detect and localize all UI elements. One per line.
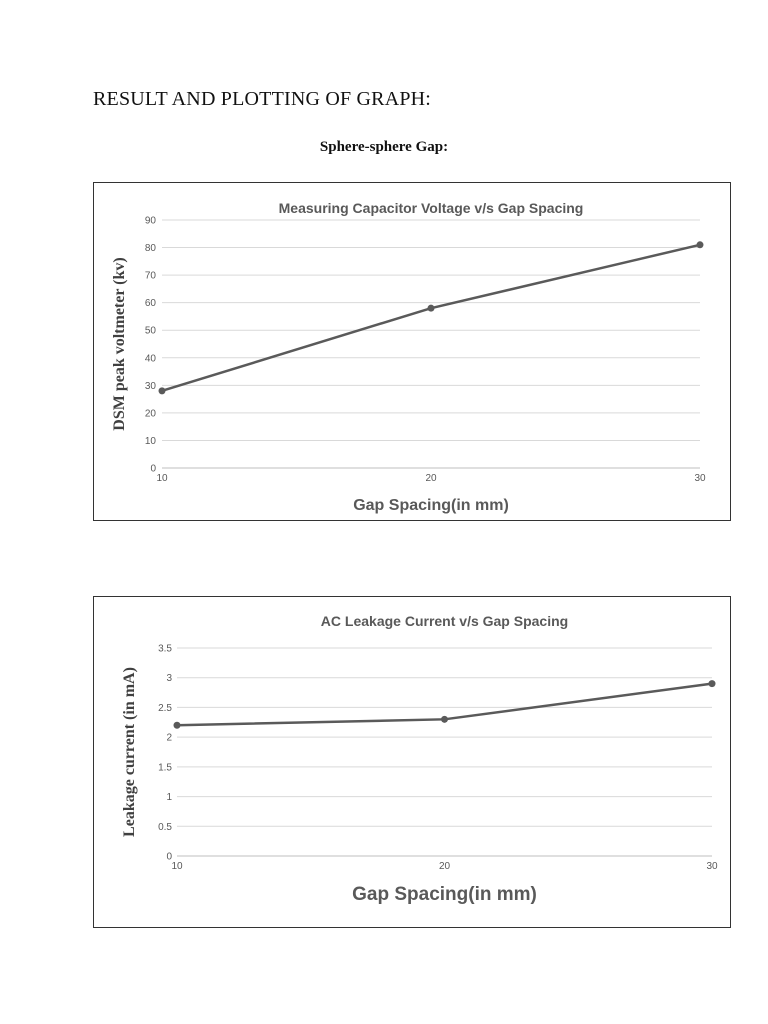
voltage-x-axis-label: Gap Spacing(in mm): [353, 497, 509, 514]
voltage-ytick-label: 0: [150, 463, 156, 475]
leakage-ytick-label: 0: [166, 851, 172, 863]
leakage-ytick-label: 1: [166, 792, 172, 804]
voltage-xtick-label: 20: [425, 473, 437, 484]
page-subheading: Sphere-sphere Gap:: [319, 139, 449, 155]
leakage-xtick-label: 30: [706, 861, 718, 872]
voltage-data-point: [159, 387, 166, 394]
leakage-ytick-label: 1.5: [158, 762, 172, 774]
voltage-ytick-label: 80: [144, 243, 156, 255]
leakage-data-point: [709, 680, 716, 687]
voltage-ytick-label: 90: [144, 215, 156, 227]
voltage-chart-title: Measuring Capacitor Voltage v/s Gap Spacing: [278, 200, 584, 216]
leakage-chart-svg: [94, 597, 730, 927]
voltage-ytick-label: 50: [144, 325, 156, 337]
leakage-xtick-label: 20: [438, 861, 451, 872]
voltage-xtick-label: 10: [156, 473, 168, 484]
leakage-data-point: [174, 722, 181, 729]
leakage-y-axis-label: Leakage current (in mA): [121, 667, 138, 837]
voltage-data-point: [428, 305, 435, 312]
leakage-data-point: [441, 716, 448, 723]
leakage-ytick-label: 0.5: [158, 821, 172, 833]
voltage-ytick-label: 60: [144, 298, 156, 310]
leakage-xtick-label: 10: [171, 861, 183, 872]
voltage-series-line: [162, 245, 700, 391]
voltage-ytick-label: 40: [144, 353, 156, 365]
leakage-ytick-label: 2.5: [158, 702, 172, 714]
leakage-ytick-label: 3.5: [158, 643, 172, 655]
voltage-data-point: [697, 241, 704, 248]
leakage-chart-title: AC Leakage Current v/s Gap Spacing: [320, 613, 569, 629]
leakage-ytick-label: 2: [166, 732, 172, 744]
leakage-x-axis-label: Gap Spacing(in mm): [352, 884, 537, 905]
leakage-chart: [93, 596, 731, 928]
voltage-chart: [93, 182, 731, 521]
voltage-ytick-label: 20: [144, 408, 156, 420]
voltage-ytick-label: 10: [144, 435, 156, 447]
voltage-chart-svg: [94, 183, 730, 520]
page-heading: RESULT AND PLOTTING OF GRAPH:: [93, 88, 432, 110]
voltage-ytick-label: 30: [144, 380, 156, 392]
voltage-ytick-label: 70: [144, 270, 156, 282]
voltage-xtick-label: 30: [694, 473, 706, 484]
leakage-ytick-label: 3: [166, 673, 172, 685]
voltage-y-axis-label: DSM peak voltmeter (kv): [111, 257, 128, 431]
